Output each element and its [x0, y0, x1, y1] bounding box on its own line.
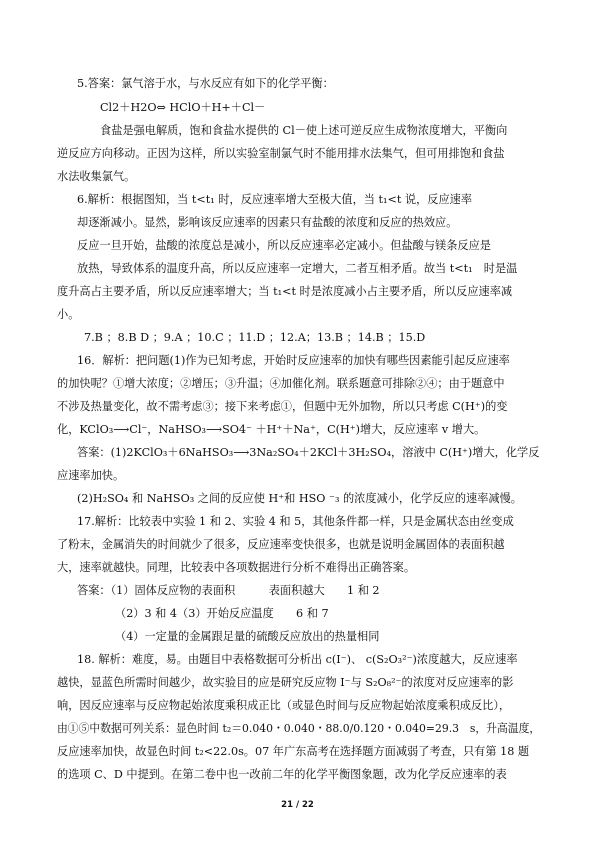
text-line: 6.解析：根据图知，当 t<t₁ 时，反应速率增大至极大值，当 t₁<t 说，反应速率 — [77, 193, 473, 206]
text-line: 响，因反应速率与反应物起始浓度乘积成正比（或显色时间与反应物起始浓度乘积成反比）， — [57, 699, 511, 712]
text-line: 不涉及热量变化，故不需考虑③；接下来考虑①，但题中无外加物，所以只考虑 C(H⁺)的变 — [57, 400, 508, 413]
text-line: 却逐渐减小。显然，影响该反应速率的因素只有盐酸的浓度和反应的热效应。 — [77, 216, 458, 229]
text-line: 水法收集氯气。 — [57, 170, 136, 183]
text-line: 大，速率就越快。同理，比较表中各项数据进行分析不难得出正确答案。 — [57, 561, 416, 574]
text-line: 答案：（1）固体反应物的表面积 表面积越大 1 和 2 — [77, 584, 380, 597]
text-line: 的加快呢？①增大浓度；②增压；③升温；④加催化剂。联系题意可排除②④；由于题意中 — [57, 377, 505, 390]
text-line: 16．解析：把问题(1)作为已知考虑，开始时反应速率的加快有哪些因素能引起反应速率 — [77, 354, 510, 367]
text-line: 的选项 C、D 中提到。在第二卷中也一改前二年的化学平衡图象题，改为化学反应速率的表 — [57, 768, 507, 781]
text-line: 5.答案：氯气溶于水，与水反应有如下的化学平衡： — [77, 77, 334, 90]
text-line: （4）一定量的金属跟足量的硫酸反应放出的热量相同 — [115, 630, 380, 643]
text-line: 度升高占主要矛盾，所以反应速率增大；当 t₁<t 时是浓度减小占主要矛盾，所以反应速率减 — [57, 285, 513, 298]
text-line: 越快，显蓝色所需时间越少，故实验目的应是研究反应物 I⁻与 S₂O₈²⁻的浓度对反应速率的影 — [57, 676, 514, 689]
page-number: 21 / 22 — [281, 800, 314, 810]
text-line: 17.解析：比较表中实验 1 和 2、实验 4 和 5，其他条件都一样，只是金属状态由丝变成 — [77, 515, 514, 528]
text-line: 反应速率加快，故显色时间 t₂<22.0s。07 年广东高考在选择题方面减弱了考查，只有第 18 题 — [57, 745, 530, 758]
text-line: Cl2＋H2O⇔ HClO＋H+＋Cl－ — [100, 101, 266, 114]
text-line: （2）3 和 4（3）开始反应温度 6 和 7 — [115, 607, 329, 620]
text-line: 由①⑤中数据可列关系：显色时间 t₂＝0.040・0.040・88.0/0.120・0.040=29.3 s，升高温度， — [57, 722, 541, 735]
text-line: 反应一旦开始，盐酸的浓度总是减小，所以反应速率必定减小。但盐酸与镁条反应是 — [77, 239, 491, 252]
text-line: 小。 — [57, 308, 80, 321]
text-line: 18. 解析：难度，易。由题目中表格数据可分析出 c(I⁻)、 c(S₂O₃²⁻)浓度越大，反应速率 — [77, 653, 518, 666]
text-line: 7.B ；8.B D ；9.A ；10.C ；11.D ；12.A；13.B ；14.B ；15.D — [84, 331, 426, 344]
text-line: 食盐是强电解质，饱和食盐水提供的 Cl－使上述可逆反应生成物浓度增大，平衡向 — [100, 124, 508, 137]
text-line: 逆反应方向移动。正因为这样，所以实验室制氯气时不能用排水法集气，但可用排饱和食盐 — [57, 147, 505, 160]
text-line: 放热，导致体系的温度升高，所以反应速率一定增大，二者互相矛盾。故当 t<t₁ 时是温 — [77, 262, 518, 275]
text-line: 了粉末，金属消失的时间就少了很多，反应速率变快很多，也就是说明金属固体的表面积越 — [57, 538, 505, 551]
text-line: 答案：(1)2KClO₃＋6NaHSO₃⟶3Na₂SO₄＋2KCl＋3H₂SO₄，溶液中 C(H⁺)增大，化学反 — [77, 446, 540, 459]
text-line: 化，KClO₃⟶Cl⁻，NaHSO₃⟶SO4⁻ ＋H⁺＋Na⁺，C(H⁺)增大，反应速率 v 增大。 — [57, 423, 486, 436]
text-line: 应速率加快。 — [57, 469, 125, 482]
text-line: (2)H₂SO₄ 和 NaHSO₃ 之间的反应使 H⁺和 HSO ⁻₃ 的浓度减小，化学反应的速率减慢。 — [77, 492, 522, 505]
